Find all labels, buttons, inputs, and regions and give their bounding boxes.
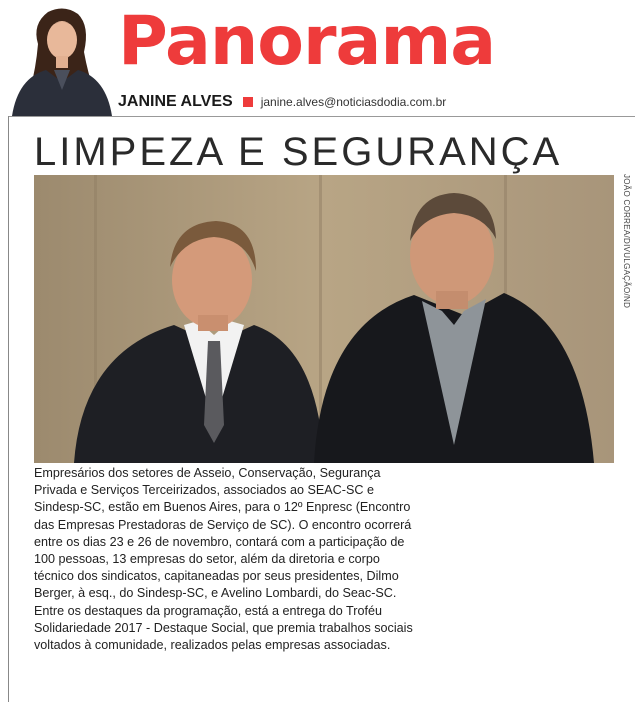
- column-divider: [8, 116, 9, 702]
- article-body: Empresários dos setores de Asseio, Conservação, Segurança Privada e Serviços Terceirizados, associados ao SEAC-SC e Sindesp-SC, estão em Buenos Aires, para o 12º Enpresc (Encontro das Empresas Prestadoras de Serviço de SC). O encontro ocorrerá entre os dias 23 e 26 de novembro, contará com a participação de 100 pessoas, 13 empresas do setor, além da diretoria e corpo técnico dos sindicatos, capitaneadas por seus presidentes, Dilmo Berger, à esq., do Sindesp-SC, e Avelino Lombardi, do Seac-SC. Entre os destaques da programação, está a entrega do Troféu Solidariedade 2017 - Destaque Social, que premia trabalhos sociais voltados à comunidade, realizados pelas empresas associadas.: [34, 466, 413, 653]
- author-email[interactable]: janine.alves@noticiasdodia.com.br: [260, 95, 447, 109]
- author-name: JANINE ALVES: [118, 93, 233, 110]
- masthead-title: Panorama: [118, 2, 496, 81]
- article-photo: [34, 175, 614, 463]
- header-divider: [8, 116, 635, 117]
- byline: [118, 92, 446, 112]
- photo-credit: [621, 174, 633, 334]
- columnist-portrait: [8, 4, 116, 116]
- page-header: [0, 0, 635, 118]
- red-square-icon: [243, 97, 253, 107]
- article-headline: LIMPEZA E SEGURANÇA: [34, 130, 563, 174]
- photo-credit-text: JOÃO CORREA/DIVULGAÇÃO/ND: [622, 174, 631, 309]
